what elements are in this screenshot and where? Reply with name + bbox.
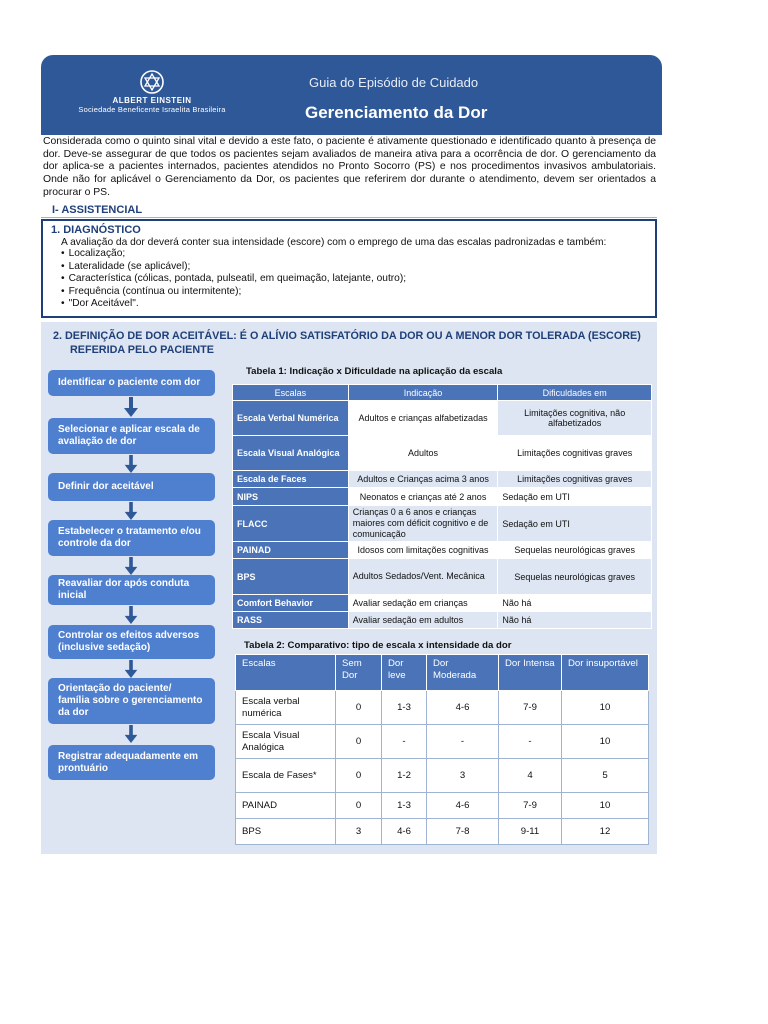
table-cell: 1-2 <box>382 759 427 793</box>
table-cell: BPS <box>233 559 349 595</box>
table-row <box>233 506 652 542</box>
table-cell: FLACC <box>233 506 349 542</box>
table-cell: Avaliar sedação em crianças <box>348 595 498 612</box>
list-item: • Localização; <box>61 248 645 261</box>
table-cell: 10 <box>562 725 649 759</box>
table-row <box>233 471 652 488</box>
table-row <box>233 612 652 629</box>
intro-paragraph: Considerada como o quinto sinal vital e devido a este fato, o paciente é ativamente questionado e identificado quanto à presença de dor. Deve-se assegurar de que todos os pacientes sejam avaliados de maneira ativa para a ocorrência de dor. O gerenciamento da dor aplica-se a pacientes internados, pacientes atendidos no Pronto Socorro (PS) e nos procedimentos invasivos ambulatoriais. Onde não for aplicável o Gerenciamento da Dor, os pacientes que referirem dor durante o atendimento, devem ser orientados a procurar o PS. <box>43 136 656 198</box>
table-cell: 0 <box>336 793 382 819</box>
table-row <box>236 793 649 819</box>
diagnostico-list <box>61 248 645 311</box>
diagnostico-text: A avaliação da dor deverá conter sua intensidade (escore) com o emprego de uma das escalas padronizadas e também: <box>61 237 607 248</box>
table-header: Dor leve <box>382 655 427 691</box>
definicao-title <box>53 329 651 357</box>
table-cell: 7-9 <box>499 691 562 725</box>
list-item: • Lateralidade (se aplicável); <box>61 261 645 274</box>
star-of-david-logo-icon <box>140 70 164 94</box>
logo-subtitle: Sociedade Beneficente Israelita Brasileira <box>78 105 226 114</box>
table-cell: Comfort Behavior <box>233 595 349 612</box>
table-header: Sem Dor <box>336 655 382 691</box>
list-item: • Característica (cólicas, pontada, pulseatil, em queimação, latejante, outro); <box>61 273 645 286</box>
arrow-down-icon <box>124 725 138 743</box>
arrow-down-icon <box>124 397 138 417</box>
flow-step-identify: Identificar o paciente com dor <box>48 370 215 396</box>
table-header: Escalas <box>236 655 336 691</box>
table-header-row <box>233 385 652 401</box>
document-header <box>41 55 662 135</box>
diagnostico-box <box>41 219 657 318</box>
table-cell: 12 <box>562 819 649 845</box>
table-cell: Escala verbal numérica <box>236 691 336 725</box>
table-row <box>233 595 652 612</box>
table-cell: 1-3 <box>382 691 427 725</box>
section-divider <box>41 217 657 218</box>
arrow-down-icon <box>124 455 138 473</box>
table-cell: 0 <box>336 725 382 759</box>
table-cell: - <box>427 725 499 759</box>
table-row <box>236 691 649 725</box>
flow-step-adverse-effects: Controlar os efeitos adversos (inclusive sedação) <box>48 625 215 659</box>
table1-caption: Tabela 1: Indicação x Dificuldade na aplicação da escala <box>246 366 503 377</box>
table-header-row <box>236 655 649 691</box>
table-cell: Adultos e crianças alfabetizadas <box>348 401 498 436</box>
table-cell: 10 <box>562 793 649 819</box>
table-header: Indicação <box>348 385 498 401</box>
arrow-down-icon <box>124 502 138 520</box>
table-cell: Escala Visual Analógica <box>236 725 336 759</box>
table-cell: 9-11 <box>499 819 562 845</box>
table-cell: 4-6 <box>427 691 499 725</box>
table-cell: Adultos <box>348 436 498 471</box>
table-cell: Limitações cognitiva, não alfabetizados <box>498 401 652 436</box>
table-cell: Sequelas neurológicas graves <box>498 559 652 595</box>
table-cell: Avaliar sedação em adultos <box>348 612 498 629</box>
table-cell: Limitações cognitivas graves <box>498 436 652 471</box>
table-pain-intensity <box>235 654 649 845</box>
list-item: • Frequência (contínua ou intermitente); <box>61 286 645 299</box>
table-row <box>233 401 652 436</box>
table-cell: 3 <box>427 759 499 793</box>
definicao-title-line1: 2. DEFINIÇÃO DE DOR ACEITÁVEL: É O ALÍVIO SATISFATÓRIO DA DOR OU A MENOR DOR TOLERADA (ESCORE) <box>53 330 641 342</box>
table-cell: Não há <box>498 612 652 629</box>
table-row <box>236 819 649 845</box>
table-row <box>236 759 649 793</box>
document-supertitle: Guia do Episódio de Cuidado <box>309 75 479 90</box>
table-cell: BPS <box>236 819 336 845</box>
table-cell: Sequelas neurológicas graves <box>498 542 652 559</box>
list-item: • "Dor Aceitável". <box>61 298 645 311</box>
table-cell: 7-9 <box>499 793 562 819</box>
table-header: Escalas <box>233 385 349 401</box>
flow-step-select-scale: Selecionar e aplicar escala de avaliação de dor <box>48 418 215 454</box>
table-cell: Escala Verbal Numérica <box>233 401 349 436</box>
table-cell: Adultos Sedados/Vent. Mecânica <box>348 559 498 595</box>
flow-step-orientation: Orientação do paciente/ família sobre o gerenciamento da dor <box>48 678 215 724</box>
table-row <box>233 488 652 506</box>
arrow-down-icon <box>124 557 138 575</box>
table-header: Dor insuportável <box>562 655 649 691</box>
table-cell: Sedação em UTI <box>498 488 652 506</box>
table-row <box>236 725 649 759</box>
table-cell: RASS <box>233 612 349 629</box>
definicao-title-line2: REFERIDA PELO PACIENTE <box>70 344 214 356</box>
table-cell: Adultos e Crianças acima 3 anos <box>348 471 498 488</box>
definicao-panel <box>41 322 657 854</box>
table-cell: - <box>499 725 562 759</box>
table-cell: NIPS <box>233 488 349 506</box>
document-title: Gerenciamento da Dor <box>305 103 488 122</box>
table-cell: Crianças 0 a 6 anos e crianças maiores com déficit cognitivo e de comunicação <box>348 506 498 542</box>
logo-name: ALBERT EINSTEIN <box>112 96 192 105</box>
table2-caption: Tabela 2: Comparativo: tipo de escala x intensidade da dor <box>244 640 512 651</box>
section-title: I- ASSISTENCIAL <box>52 204 143 216</box>
table-cell: 3 <box>336 819 382 845</box>
table-cell: Idosos com limitações cognitivas <box>348 542 498 559</box>
table-row <box>233 542 652 559</box>
table-cell: Limitações cognitivas graves <box>498 471 652 488</box>
table-cell: 7-8 <box>427 819 499 845</box>
table-header: Dor Moderada <box>427 655 499 691</box>
table-indication-difficulty <box>232 384 652 629</box>
table-cell: 1-3 <box>382 793 427 819</box>
flow-step-reassess: Reavaliar dor após conduta inicial <box>48 575 215 605</box>
table-cell: 10 <box>562 691 649 725</box>
table-cell: - <box>382 725 427 759</box>
flow-step-register: Registrar adequadamente em prontuário <box>48 745 215 780</box>
table-cell: 4-6 <box>382 819 427 845</box>
table-cell: 0 <box>336 759 382 793</box>
table-cell: Escala de Fases* <box>236 759 336 793</box>
table-cell: Sedação em UTI <box>498 506 652 542</box>
arrow-down-icon <box>124 606 138 624</box>
table-row <box>233 559 652 595</box>
table-row <box>233 436 652 471</box>
table-cell: PAINAD <box>236 793 336 819</box>
table-cell: 5 <box>562 759 649 793</box>
diagnostico-title: 1. DIAGNÓSTICO <box>51 224 141 236</box>
flow-step-treatment: Estabelecer o tratamento e/ou controle da dor <box>48 520 215 556</box>
table-header: Dor Intensa <box>499 655 562 691</box>
arrow-down-icon <box>124 660 138 678</box>
table-cell: 4 <box>499 759 562 793</box>
flow-step-define: Definir dor aceitável <box>48 473 215 501</box>
table-cell: Escala Visual Analógica <box>233 436 349 471</box>
table-cell: 4-6 <box>427 793 499 819</box>
table-cell: Escala de Faces <box>233 471 349 488</box>
table-cell: PAINAD <box>233 542 349 559</box>
table-cell: 0 <box>336 691 382 725</box>
table-cell: Não há <box>498 595 652 612</box>
hospital-logo <box>67 70 237 120</box>
table-cell: Neonatos e crianças até 2 anos <box>348 488 498 506</box>
table-header: Dificuldades em <box>498 385 652 401</box>
